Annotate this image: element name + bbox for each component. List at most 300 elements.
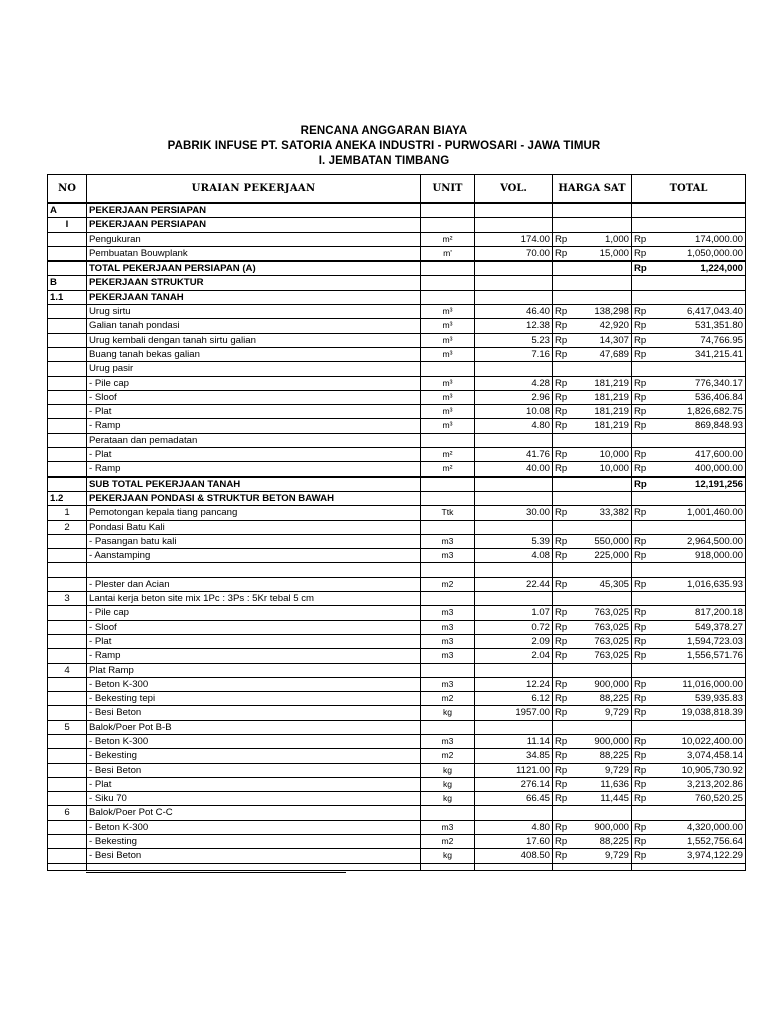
document-title: RENCANA ANGGARAN BIAYA [300, 125, 468, 137]
item-description: Urug pasir [87, 362, 421, 376]
table-header-row [48, 175, 746, 204]
item-volume: 46.40 [475, 305, 553, 319]
item-description [87, 863, 421, 870]
item-description: Lantai kerja beton site mix 1Pc : 3Ps : 5Kr tebal 5 cm [87, 592, 421, 606]
total-price-cell [632, 218, 746, 232]
currency-label: Rp [634, 377, 647, 389]
total-price: 1,224,000 [700, 263, 743, 275]
unit-price-cell [553, 563, 632, 577]
total-price-cell [632, 692, 746, 706]
unit-price-cell [553, 462, 632, 477]
total-price-cell [632, 261, 746, 276]
currency-label: Rp [555, 693, 568, 705]
currency-label: Rp [555, 764, 568, 776]
total-price: 536,406.84 [694, 391, 743, 403]
unit-price-cell [553, 534, 632, 548]
total-price: 1,001,460.00 [686, 507, 743, 519]
table-row [48, 520, 746, 534]
item-volume [475, 806, 553, 820]
total-price-cell [632, 448, 746, 462]
total-price-cell [632, 792, 746, 806]
unit-price-cell [553, 419, 632, 433]
item-description: - Beton K-300 [87, 734, 421, 748]
total-price: 74,766.95 [700, 334, 743, 346]
currency-label: Rp [555, 821, 568, 833]
item-number [48, 692, 87, 706]
total-price-cell [632, 677, 746, 691]
unit-price-cell [553, 433, 632, 447]
item-unit: m3 [421, 734, 475, 748]
unit-price-cell [553, 232, 632, 246]
total-price-cell [632, 405, 746, 419]
table-row [48, 491, 746, 505]
currency-label: Rp [555, 535, 568, 547]
total-price: 1,016,635.93 [686, 578, 743, 590]
item-number [48, 563, 87, 577]
item-volume: 1957.00 [475, 706, 553, 720]
table-row [48, 863, 746, 870]
currency-label: Rp [634, 764, 647, 776]
total-price-cell [632, 520, 746, 534]
item-number [48, 448, 87, 462]
item-description: - Aanstamping [87, 549, 421, 563]
total-price-cell [632, 419, 746, 433]
currency-label: Rp [634, 306, 647, 318]
footer-rule [86, 872, 346, 873]
total-price: 19,038,818.39 [681, 707, 743, 719]
item-description: Pembuatan Bouwplank [87, 246, 421, 261]
table-row [48, 203, 746, 218]
total-price-cell [632, 477, 746, 492]
table-row [48, 376, 746, 390]
item-unit: kg [421, 792, 475, 806]
currency-label: Rp [634, 621, 647, 633]
item-unit [421, 806, 475, 820]
unit-price: 42,920 [599, 320, 629, 332]
item-unit [421, 520, 475, 534]
total-price-cell [632, 491, 746, 505]
total-price: 10,905,730.92 [681, 764, 743, 776]
currency-label: Rp [634, 735, 647, 747]
unit-price-cell [553, 218, 632, 232]
unit-price: 14,307 [599, 334, 629, 346]
item-number: 2 [48, 520, 87, 534]
currency-label: Rp [634, 535, 647, 547]
item-number [48, 749, 87, 763]
item-number [48, 246, 87, 261]
total-price-cell [632, 290, 746, 304]
currency-label: Rp [634, 320, 647, 332]
unit-price-cell [553, 649, 632, 663]
currency-label: Rp [634, 635, 647, 647]
table-row [48, 563, 746, 577]
item-description: PEKERJAAN PERSIAPAN [87, 203, 421, 218]
unit-price-cell [553, 663, 632, 677]
item-number [48, 362, 87, 376]
total-price: 817,200.18 [694, 607, 743, 619]
item-unit: m3 [421, 549, 475, 563]
item-description: - Pile cap [87, 376, 421, 390]
table-row [48, 534, 746, 548]
total-price-cell [632, 606, 746, 620]
total-price-cell [632, 333, 746, 347]
currency-label: Rp [634, 233, 647, 245]
currency-label: Rp [634, 420, 647, 432]
item-number [48, 649, 87, 663]
item-description: Pengukuran [87, 232, 421, 246]
item-volume: 12.24 [475, 677, 553, 691]
total-price-cell [632, 777, 746, 791]
currency-label: Rp [555, 678, 568, 690]
total-price-cell [632, 663, 746, 677]
currency-label: Rp [634, 778, 647, 790]
item-description: Pondasi Batu Kali [87, 520, 421, 534]
table-row [48, 692, 746, 706]
item-number: I [48, 218, 87, 232]
table-row [48, 720, 746, 734]
item-volume: 5.39 [475, 534, 553, 548]
table-row [48, 462, 746, 477]
currency-label: Rp [634, 678, 647, 690]
total-price-cell [632, 203, 746, 218]
item-unit [421, 218, 475, 232]
item-description: Buang tanah bekas galian [87, 347, 421, 361]
item-volume: 0.72 [475, 620, 553, 634]
item-unit: m² [421, 462, 475, 477]
unit-price-cell [553, 577, 632, 591]
unit-price-cell [553, 203, 632, 218]
item-unit: m3 [421, 820, 475, 834]
table-row [48, 749, 746, 763]
currency-label: Rp [634, 650, 647, 662]
item-volume: 4.80 [475, 419, 553, 433]
unit-price-cell [553, 792, 632, 806]
item-volume: 40.00 [475, 462, 553, 477]
unit-price: 550,000 [594, 535, 629, 547]
item-volume: 6.12 [475, 692, 553, 706]
project-title: PABRIK INFUSE PT. SATORIA ANEKA INDUSTRI - PURWOSARI - JAWA TIMUR [167, 140, 601, 152]
item-number [48, 763, 87, 777]
total-price: 417,600.00 [694, 449, 743, 461]
unit-price-cell [553, 477, 632, 492]
total-price: 174,000.00 [694, 233, 743, 245]
unit-price-cell [553, 376, 632, 390]
item-unit: m' [421, 246, 475, 261]
item-unit [421, 433, 475, 447]
item-number [48, 634, 87, 648]
table-row [48, 405, 746, 419]
item-description [87, 563, 421, 577]
item-volume: 34.85 [475, 749, 553, 763]
item-volume: 4.28 [475, 376, 553, 390]
unit-price: 33,382 [599, 507, 629, 519]
item-number [48, 706, 87, 720]
unit-price: 900,000 [594, 678, 629, 690]
item-number: A [48, 203, 87, 218]
unit-price: 138,298 [594, 306, 629, 318]
item-description: Urug sirtu [87, 305, 421, 319]
item-description: Plat Ramp [87, 663, 421, 677]
unit-price-cell [553, 276, 632, 290]
item-description: Pemotongan kepala tiang pancang [87, 506, 421, 520]
total-price: 10,022,400.00 [681, 735, 743, 747]
unit-price-cell [553, 506, 632, 520]
total-price-cell [632, 749, 746, 763]
currency-label: Rp [634, 406, 647, 418]
item-description: TOTAL PEKERJAAN PERSIAPAN (A) [87, 261, 421, 276]
item-description: - Plat [87, 405, 421, 419]
currency-label: Rp [634, 334, 647, 346]
currency-label: Rp [555, 233, 568, 245]
item-number: 1 [48, 506, 87, 520]
section-title: I. JEMBATAN TIMBANG [318, 155, 450, 167]
total-price-cell [632, 563, 746, 577]
item-volume: 2.96 [475, 390, 553, 404]
table-row [48, 347, 746, 361]
total-price-cell [632, 376, 746, 390]
total-price-cell [632, 534, 746, 548]
item-number [48, 232, 87, 246]
unit-price-cell [553, 592, 632, 606]
item-description: PEKERJAAN PONDASI & STRUKTUR BETON BAWAH [87, 491, 421, 505]
item-unit: m² [421, 448, 475, 462]
item-number: 6 [48, 806, 87, 820]
item-volume [475, 203, 553, 218]
unit-price: 181,219 [594, 406, 629, 418]
unit-price: 11,636 [600, 778, 629, 790]
table-row [48, 777, 746, 791]
currency-label: Rp [555, 334, 568, 346]
item-unit: m³ [421, 333, 475, 347]
table-row [48, 549, 746, 563]
total-price-cell [632, 549, 746, 563]
item-volume: 2.04 [475, 649, 553, 663]
table-row [48, 246, 746, 261]
unit-price-cell [553, 720, 632, 734]
unit-price-cell [553, 692, 632, 706]
currency-label: Rp [634, 463, 647, 475]
currency-label: Rp [555, 750, 568, 762]
total-price: 1,552,756.64 [686, 836, 743, 848]
unit-price: 181,219 [594, 377, 629, 389]
item-volume: 276.14 [475, 777, 553, 791]
unit-price: 181,219 [594, 420, 629, 432]
unit-price: 9,729 [604, 707, 629, 719]
item-volume: 30.00 [475, 506, 553, 520]
item-unit: m3 [421, 634, 475, 648]
document-header [0, 124, 768, 169]
item-volume: 408.50 [475, 849, 553, 863]
table-row [48, 835, 746, 849]
table-row [48, 706, 746, 720]
item-unit: m3 [421, 534, 475, 548]
total-price-cell [632, 305, 746, 319]
unit-price: 181,219 [594, 391, 629, 403]
item-volume [475, 261, 553, 276]
item-volume [475, 491, 553, 505]
currency-label: Rp [555, 635, 568, 647]
item-number [48, 376, 87, 390]
item-number [48, 390, 87, 404]
item-description: - Bekesting [87, 835, 421, 849]
item-unit: m3 [421, 649, 475, 663]
item-description: - Beton K-300 [87, 820, 421, 834]
currency-label: Rp [634, 821, 647, 833]
header-no: NO [48, 175, 87, 204]
header-unit: UNIT [421, 175, 475, 204]
item-number [48, 433, 87, 447]
unit-price-cell [553, 620, 632, 634]
item-number: 3 [48, 592, 87, 606]
item-description: - Bekesting tepi [87, 692, 421, 706]
currency-label: Rp [555, 463, 568, 475]
total-price-cell [632, 634, 746, 648]
item-volume: 1121.00 [475, 763, 553, 777]
total-price-cell [632, 620, 746, 634]
item-description: - Ramp [87, 649, 421, 663]
total-price: 1,050,000.00 [686, 247, 743, 259]
item-unit: m3 [421, 620, 475, 634]
item-unit: m³ [421, 305, 475, 319]
unit-price: 763,025 [594, 607, 629, 619]
item-volume [475, 520, 553, 534]
item-number [48, 835, 87, 849]
unit-price-cell [553, 606, 632, 620]
item-volume: 70.00 [475, 246, 553, 261]
total-price: 1,594,723.03 [686, 635, 743, 647]
unit-price-cell [553, 634, 632, 648]
item-description: - Siku 70 [87, 792, 421, 806]
item-description: - Plat [87, 634, 421, 648]
item-volume [475, 592, 553, 606]
unit-price-cell [553, 405, 632, 419]
unit-price-cell [553, 246, 632, 261]
total-price: 1,826,682.75 [686, 406, 743, 418]
item-unit: kg [421, 849, 475, 863]
header-total: TOTAL [632, 175, 746, 204]
currency-label: Rp [634, 707, 647, 719]
total-price-cell [632, 433, 746, 447]
unit-price-cell [553, 777, 632, 791]
total-price: 918,000.00 [694, 550, 743, 562]
total-price-cell [632, 592, 746, 606]
item-description: - Ramp [87, 462, 421, 477]
table-row [48, 319, 746, 333]
item-unit [421, 362, 475, 376]
currency-label: Rp [555, 836, 568, 848]
unit-price-cell [553, 491, 632, 505]
unit-price-cell [553, 706, 632, 720]
total-price: 12,191,256 [694, 478, 743, 490]
item-volume: 11.14 [475, 734, 553, 748]
header-uraian: URAIAN PEKERJAAN [87, 175, 421, 204]
unit-price-cell [553, 549, 632, 563]
unit-price: 763,025 [594, 635, 629, 647]
item-unit: m³ [421, 419, 475, 433]
unit-price-cell [553, 362, 632, 376]
currency-label: Rp [634, 578, 647, 590]
unit-price: 763,025 [594, 650, 629, 662]
table-row [48, 577, 746, 591]
item-number [48, 347, 87, 361]
total-price: 549,378.27 [694, 621, 743, 633]
item-unit: m³ [421, 319, 475, 333]
item-description: Balok/Poer Pot B-B [87, 720, 421, 734]
table-row [48, 792, 746, 806]
item-description: - Besi Beton [87, 849, 421, 863]
unit-price-cell [553, 448, 632, 462]
item-description: - Pasangan batu kali [87, 534, 421, 548]
total-price-cell [632, 462, 746, 477]
item-unit [421, 720, 475, 734]
item-volume: 4.80 [475, 820, 553, 834]
item-description: - Ramp [87, 419, 421, 433]
item-unit [421, 663, 475, 677]
currency-label: Rp [634, 550, 647, 562]
header-vol: VOL. [475, 175, 553, 204]
table-row [48, 506, 746, 520]
table-row [48, 806, 746, 820]
item-unit [421, 203, 475, 218]
item-number [48, 419, 87, 433]
unit-price-cell [553, 520, 632, 534]
item-number: 1.1 [48, 290, 87, 304]
item-unit [421, 261, 475, 276]
currency-label: Rp [634, 449, 647, 461]
item-number [48, 677, 87, 691]
table-row [48, 419, 746, 433]
item-description: - Bekesting [87, 749, 421, 763]
budget-table [47, 174, 746, 871]
item-unit: m2 [421, 577, 475, 591]
table-row [48, 820, 746, 834]
item-number [48, 606, 87, 620]
table-row [48, 448, 746, 462]
total-price-cell [632, 319, 746, 333]
item-volume: 10.08 [475, 405, 553, 419]
currency-label: Rp [555, 778, 568, 790]
item-unit: m3 [421, 677, 475, 691]
item-unit [421, 491, 475, 505]
item-volume [475, 720, 553, 734]
item-description: - Plat [87, 448, 421, 462]
currency-label: Rp [634, 693, 647, 705]
total-price: 869,848.93 [694, 420, 743, 432]
currency-label: Rp [555, 550, 568, 562]
item-description: PEKERJAAN TANAH [87, 290, 421, 304]
unit-price-cell [553, 305, 632, 319]
total-price-cell [632, 734, 746, 748]
unit-price: 900,000 [594, 735, 629, 747]
currency-label: Rp [555, 850, 568, 862]
item-number [48, 477, 87, 492]
unit-price-cell [553, 806, 632, 820]
unit-price-cell [553, 347, 632, 361]
total-price: 760,520.25 [694, 793, 743, 805]
total-price-cell [632, 863, 746, 870]
unit-price: 1,000 [604, 233, 629, 245]
item-description: Urug kembali dengan tanah sirtu galian [87, 333, 421, 347]
unit-price-cell [553, 863, 632, 870]
item-unit: m³ [421, 376, 475, 390]
item-number [48, 534, 87, 548]
table-row [48, 232, 746, 246]
table-row [48, 218, 746, 232]
total-price-cell [632, 347, 746, 361]
item-description: - Besi Beton [87, 706, 421, 720]
unit-price-cell [553, 734, 632, 748]
item-unit: kg [421, 763, 475, 777]
